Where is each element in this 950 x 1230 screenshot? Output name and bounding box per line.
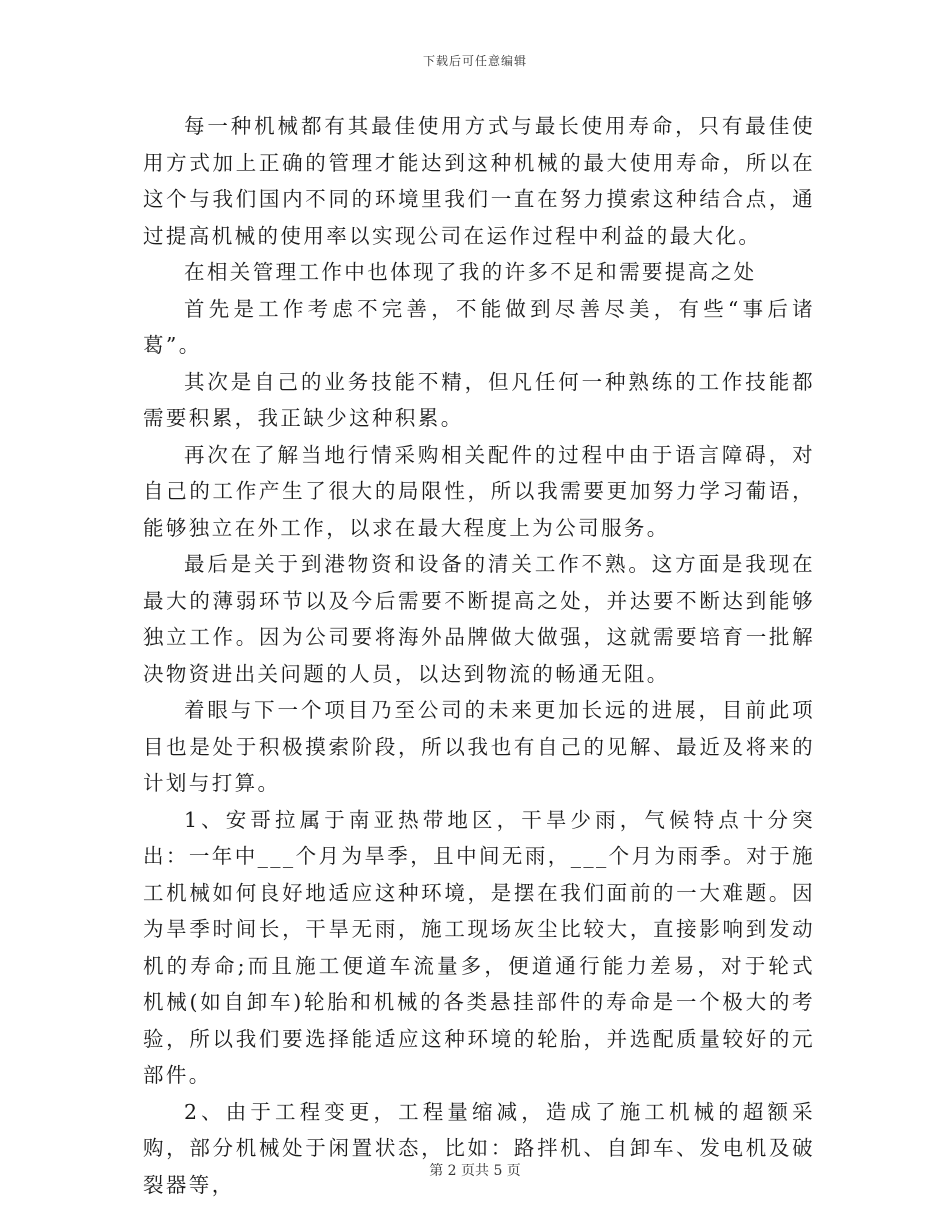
page-header: 下载后可任意编辑 <box>422 54 527 68</box>
paragraph-2: 在相关管理工作中也体现了我的许多不足和需要提高之处 <box>184 260 757 284</box>
paragraph-5: 再次在了解当地行情采购相关配件的过程中由于语言障碍，对自己的工作产生了很大的局限性，所以我需要更加努力学习葡语，能够独立在外工作，以求在最大程度上为公司服务。 <box>143 442 815 540</box>
document-body <box>143 108 815 1203</box>
paragraph-9: 2、由于工程变更，工程量缩减，造成了施工机械的超额采购，部分机械处于闲置状态，比如：路拌机、自卸车、发电机及破裂器等， <box>143 1099 815 1197</box>
paragraph-7: 着眼与下一个项目乃至公司的未来更加长远的进展，目前此项目也是处于积极摸索阶段，所以我也有自己的见解、最近及将来的计划与打算。 <box>143 698 815 795</box>
paragraph-4: 其次是自己的业务技能不精，但凡任何一种熟练的工作技能都需要积累，我正缺少这种积累。 <box>143 369 815 430</box>
paragraph-8: 1、安哥拉属于南亚热带地区，干旱少雨，气候特点十分突出：一年中___个月为旱季，且中间无雨，___个月为雨季。对于施工机械如何良好地适应这种环境，是摆在我们面前的一大难题。因为旱季时间长，干旱无雨，施工现场灰尘比较大，直接影响到发动机的寿命;而且施工便道车流量多，便道通行能力差易，对于轮式机械(如自卸车)轮胎和机械的各类悬挂部件的寿命是一个极大的考验，所以我们要选择能适应这种环境的轮胎，并选配质量较好的元部件。 <box>143 807 815 1087</box>
page-footer: 第 2 页共 5 页 <box>429 1163 521 1179</box>
paragraph-6: 最后是关于到港物资和设备的清关工作不熟。这方面是我现在最大的薄弱环节以及今后需要不断提高之处，并达要不断达到能够独立工作。因为公司要将海外品牌做大做强，这就需要培育一批解决物资进出关问题的人员，以达到物流的畅通无阻。 <box>143 552 815 686</box>
paragraph-1: 每一种机械都有其最佳使用方式与最长使用寿命，只有最佳使用方式加上正确的管理才能达到这种机械的最大使用寿命，所以在这个与我们国内不同的环境里我们一直在努力摸索这种结合点，通过提高机械的使用率以实现公司在运作过程中利益的最大化。 <box>143 114 815 248</box>
paragraph-3: 首先是工作考虑不完善，不能做到尽善尽美，有些“事后诸葛”。 <box>143 296 815 357</box>
